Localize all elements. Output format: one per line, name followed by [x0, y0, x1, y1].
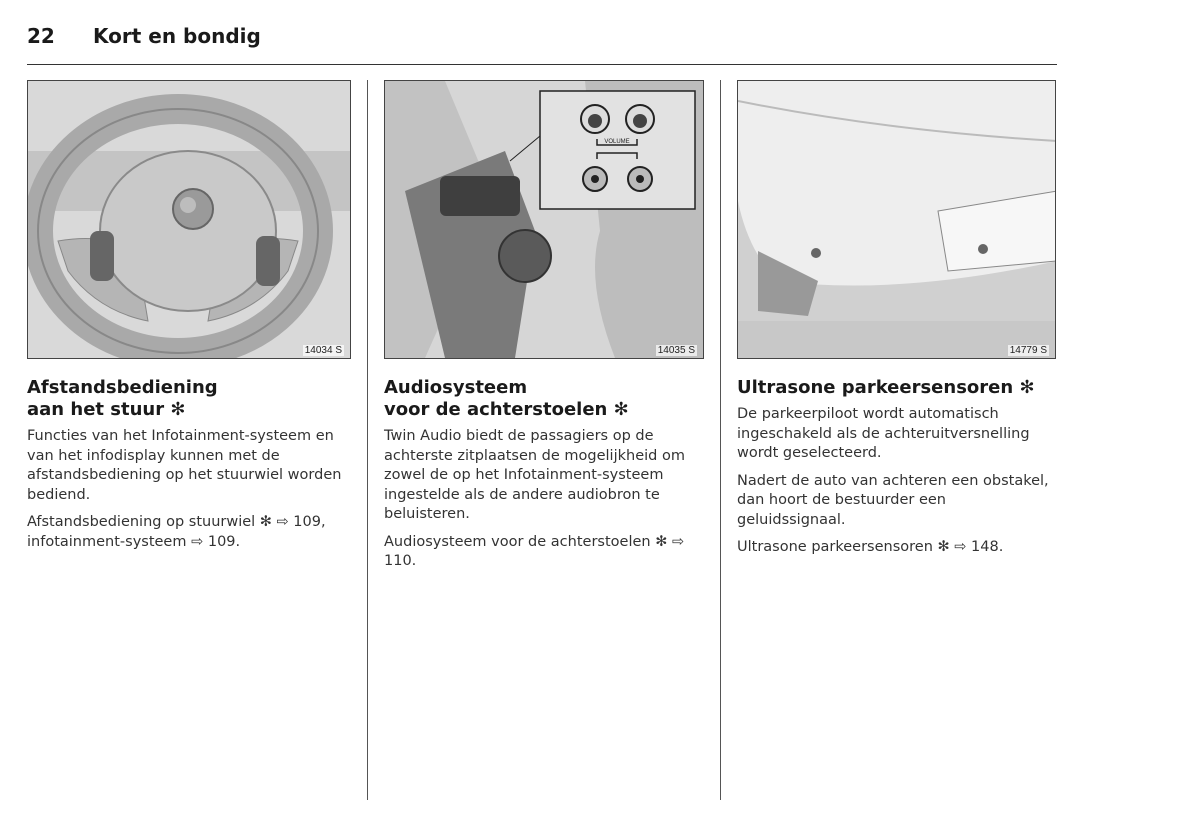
steering-wheel-figure: [27, 80, 351, 359]
heading-line: Ultrasone parkeersensoren ✻: [737, 377, 1035, 398]
rear-audio-illustration: [385, 81, 704, 358]
body-paragraph: Twin Audio biedt de passagiers op de achterste zitplaatsen de mogelijkheid om zowel de op het Infotainment-systeem ingestelde als de andere audiobron te beluisteren.: [384, 428, 685, 522]
section-rear-audio: [384, 80, 704, 580]
body-paragraph: Functies van het Infotainment-systeem en van het infodisplay kunnen met de afstandsbediening op het stuurwiel worden bediend.: [27, 428, 342, 503]
heading-line: aan het stuur ✻: [27, 399, 186, 420]
figure-code: 14034 S: [304, 345, 342, 356]
header-rule: [27, 64, 1057, 65]
figure-code: 14035 S: [657, 345, 695, 356]
section-heading: [384, 377, 704, 421]
page-title: Kort en bondig: [93, 24, 261, 48]
heading-line: Afstandsbediening: [27, 377, 218, 398]
rear-audio-figure: [384, 80, 704, 359]
section-heading: [737, 377, 1056, 399]
body-paragraph: De parkeerpiloot wordt automatisch ingeschakeld als de achteruitversnelling wordt geselecteerd.: [737, 406, 1030, 461]
section-heading: [27, 377, 351, 421]
section-parking-sensors: [737, 80, 1056, 566]
steering-wheel-illustration: [28, 81, 351, 358]
figure-code: 14779 S: [1009, 345, 1047, 356]
page-number: 22: [27, 24, 55, 48]
cross-reference: Afstandsbediening op stuurwiel ✻ ⇨ 109, infotainment-systeem ⇨ 109.: [27, 514, 326, 550]
cross-reference: Ultrasone parkeersensoren ✻ ⇨ 148.: [737, 539, 1004, 555]
parking-sensor-figure: [737, 80, 1056, 359]
heading-line: voor de achterstoelen ✻: [384, 399, 629, 420]
heading-line: Audiosysteem: [384, 377, 528, 398]
body-paragraph: Nadert de auto van achteren een obstakel, dan hoort de bestuurder een geluidssignaal.: [737, 472, 1049, 528]
cross-reference: Audiosysteem voor de achterstoelen ✻ ⇨ 110.: [384, 533, 685, 569]
column-divider: [720, 80, 721, 800]
parking-sensor-illustration: [738, 81, 1056, 358]
volume-label: VOLUME: [604, 139, 630, 145]
section-steering-remote: [27, 80, 351, 560]
column-divider: [367, 80, 368, 800]
